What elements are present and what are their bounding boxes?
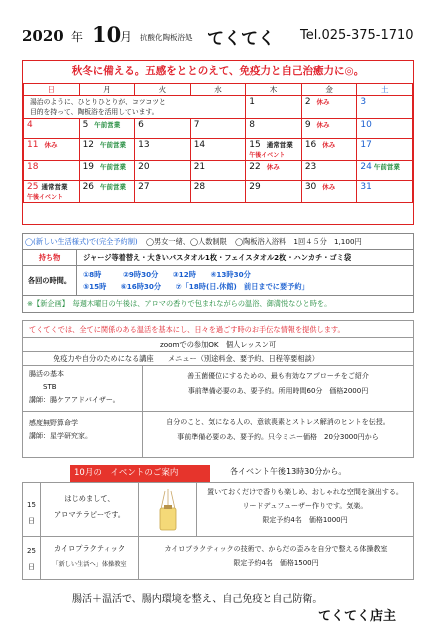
event-title-line: アロマテラピーです。 <box>53 510 125 519</box>
day-note: 午前営業 <box>100 163 127 171</box>
day-number: 19 <box>82 162 95 172</box>
event-date <box>23 537 41 579</box>
course-header <box>23 352 413 366</box>
day-number: 2 <box>304 97 311 107</box>
day-note: 休み <box>44 141 58 149</box>
event-day-suffix: 日 <box>28 517 35 525</box>
course-title: 腸活の基本 <box>29 370 64 378</box>
day-cell <box>24 181 80 203</box>
reed-diffuser-icon <box>139 483 197 537</box>
course-desc: 事前準備必要のあ、要予約。所用時間60分 価格2000円 <box>187 387 369 395</box>
day-cell <box>301 96 357 119</box>
shop-subtitle: 抗酸化陶板浴処 <box>140 33 193 42</box>
day-note: 休み <box>316 98 330 106</box>
month: 10 <box>92 22 122 47</box>
info-box <box>22 233 414 313</box>
course-right <box>143 412 413 458</box>
course-title: 感度無野算命学 <box>29 419 78 427</box>
event-description <box>197 483 413 536</box>
event-row <box>23 537 413 579</box>
event-description <box>139 537 413 579</box>
event-title-line: カイロプラクティック <box>53 544 126 553</box>
day-cell <box>190 181 246 203</box>
day-cell <box>24 161 80 181</box>
year: 2020 <box>22 27 64 45</box>
weekday-fri: 金 <box>301 84 357 96</box>
day-number: 8 <box>249 120 255 130</box>
times-row <box>23 266 413 296</box>
day-number: 3 <box>360 97 367 107</box>
course-left <box>23 412 143 458</box>
day-number: 11 <box>27 140 39 150</box>
weekday-tue: 火 <box>135 84 191 96</box>
day-note: 午前営業 <box>373 163 400 171</box>
day-number: 26 <box>82 182 95 192</box>
events-box <box>22 482 414 580</box>
day-note: 通常営業 <box>41 183 68 191</box>
times-line-1: ①8時 ②9時30分 ③12時 ④13時30分 <box>83 270 251 279</box>
day-cell <box>79 119 135 139</box>
day-note-2: 午後イベント <box>249 152 286 159</box>
day-cell <box>24 119 80 139</box>
weekday-mon: 月 <box>79 84 135 96</box>
day-cell <box>190 139 246 161</box>
day-cell <box>301 139 357 161</box>
day-cell <box>357 119 413 139</box>
calendar-title: 秋冬に備える。五感をととのえて、免疫力と自己治癒力に◎。 <box>71 65 365 77</box>
day-cell <box>135 119 191 139</box>
day-number: 21 <box>193 162 206 172</box>
times-line-2: ⑤15時 ⑥16時30分 ⑦「18時(日.休館) 前日までに要予約」 <box>83 282 309 291</box>
booking-row <box>23 234 413 250</box>
event-desc-line: 限定予約4名 価格1000円 <box>262 516 348 524</box>
weekday-thu: 木 <box>246 84 302 96</box>
day-number: 4 <box>27 120 33 130</box>
event-row <box>23 483 413 537</box>
day-number: 24 <box>360 162 372 172</box>
day-note: 午前営業 <box>100 141 127 149</box>
day-number: 23 <box>304 162 317 172</box>
day-number: 22 <box>249 162 261 172</box>
day-cell <box>79 161 135 181</box>
footer-signature: てくてく店主 <box>318 609 397 624</box>
mixed-rule: ◯男女一緒、◯人数制限 <box>146 237 227 246</box>
event-title <box>41 483 139 536</box>
course-teacher: 講師：腸ケアアドバイザー。 <box>29 396 120 404</box>
calendar-intro-cell <box>24 96 246 119</box>
course-right <box>143 366 413 411</box>
course-desc: 事前準備必要のあ、要予約。只今ミニー価格 20分3000円から <box>177 433 379 441</box>
event-desc-line: カイロプラクティックの技術で、からだの歪みを自分で整える体操教室 <box>164 545 388 553</box>
price-info: ◯陶板浴入浴料 1回４５分 1,100円 <box>235 237 362 246</box>
event-date <box>23 483 41 536</box>
day-note: 休み <box>322 183 336 191</box>
event-desc-line: 置いておくだけで香りも楽しめ、おしゃれな空間を演出する。 <box>207 488 403 496</box>
course-box <box>22 320 414 458</box>
course-sub: STB <box>43 383 57 391</box>
course-header-right: メニュー（別途料金、要予約、日程等要相談） <box>167 354 319 363</box>
times-label: 各回の時間。 <box>23 266 77 295</box>
course-left <box>23 366 143 411</box>
calendar-grid <box>23 83 413 203</box>
shop-name: てくてく <box>207 29 275 49</box>
day-number: 1 <box>249 97 255 107</box>
day-note: 休み <box>322 141 336 149</box>
day-note: 通常営業 <box>266 141 293 149</box>
day-cell <box>246 139 302 161</box>
day-cell <box>246 96 302 119</box>
course-header-left: 免疫力や自分のためになる講座 <box>53 354 154 363</box>
telephone: Tel.025-375-1710 <box>300 28 414 43</box>
day-note-2: 午後イベント <box>27 194 64 201</box>
event-day: 25 <box>27 547 36 555</box>
events-heading: 10月の イベントのご案内 <box>70 465 210 482</box>
booking-rule: ◯(新しい生活様式)で(完全予約制) <box>25 237 138 246</box>
weekday-sun: 日 <box>24 84 80 96</box>
footer-text: 腸活＋温活で、腸内環境を整え、自己免疫と自己防衛。 <box>72 594 323 605</box>
day-number: 29 <box>249 182 261 192</box>
day-number: 20 <box>138 162 150 172</box>
day-number: 31 <box>360 182 372 192</box>
day-number: 17 <box>360 140 372 150</box>
day-number: 30 <box>304 182 317 192</box>
weekday-wed: 水 <box>190 84 246 96</box>
course-desc: 自分のこと、気になる人の、意欲喪素とストレス解消のヒントを伝授。 <box>166 418 390 426</box>
weekday-sat: 土 <box>357 84 413 96</box>
day-number: 15 <box>249 140 261 150</box>
day-number: 10 <box>360 120 372 130</box>
day-cell <box>357 181 413 203</box>
day-note: 休み <box>266 163 280 171</box>
course-row <box>23 412 413 458</box>
day-number: 16 <box>304 140 317 150</box>
event-image <box>139 483 197 536</box>
event-title-line: はじめまして、 <box>64 494 115 503</box>
day-number: 9 <box>304 120 311 130</box>
day-number: 25 <box>27 182 39 192</box>
day-cell <box>301 119 357 139</box>
day-number: 13 <box>138 140 150 150</box>
day-cell <box>79 181 135 203</box>
day-cell <box>79 139 135 161</box>
month-suffix: 月 <box>120 30 133 44</box>
day-note: 午前営業 <box>94 121 121 129</box>
day-cell <box>135 161 191 181</box>
day-cell <box>246 161 302 181</box>
day-cell <box>135 181 191 203</box>
year-suffix: 年 <box>71 30 84 44</box>
belongings-text: ジャージ等着替え・大きいバスタオル1枚・フェイスタオル2枚・ハンカチ・ゴミ袋 <box>83 253 352 262</box>
intro-line-2: 目的を持って、陶板浴を活用しています。 <box>30 108 159 116</box>
day-number: 14 <box>193 140 206 150</box>
day-cell <box>301 181 357 203</box>
day-number: 5 <box>82 120 89 130</box>
zoom-note: zoomでの参加OK 個人レッスン可 <box>23 338 413 352</box>
course-intro: てくてくでは、全てに関係のある温活を基本にし、日々を過ごす時のお手伝な情報を提供します。 <box>23 321 413 338</box>
day-cell <box>246 181 302 203</box>
event-desc-line: リードデュフューザー作りです。気楽。 <box>242 502 368 510</box>
day-number: 28 <box>193 182 206 192</box>
day-cell <box>190 119 246 139</box>
belongings-label: 持ち物 <box>23 250 77 265</box>
day-cell <box>357 161 413 181</box>
day-cell <box>246 119 302 139</box>
day-cell <box>357 96 413 119</box>
day-note: 休み <box>316 121 330 129</box>
day-number: 7 <box>193 120 200 130</box>
course-desc: 善玉菌優位にするための、最も有効なアプローチをご紹介 <box>187 372 369 380</box>
calendar <box>22 60 414 225</box>
page-header <box>22 22 414 49</box>
day-cell <box>135 139 191 161</box>
event-title <box>41 537 139 579</box>
day-number: 27 <box>138 182 150 192</box>
event-desc-line: 限定予約4名 価格1500円 <box>233 559 319 567</box>
event-title-line: 「新しい生活へ」体操教室 <box>52 561 127 568</box>
day-cell <box>357 139 413 161</box>
course-teacher: 講師：星学研究家。 <box>29 432 92 440</box>
day-cell <box>24 139 80 161</box>
day-number: 18 <box>27 162 39 172</box>
event-day: 15 <box>27 501 36 509</box>
day-cell <box>190 161 246 181</box>
course-row <box>23 366 413 412</box>
day-note: 午前営業 <box>100 183 127 191</box>
events-note: 各イベント午後13時30分から。 <box>230 467 347 476</box>
day-number: 12 <box>82 140 95 150</box>
day-number: 6 <box>138 120 144 130</box>
day-cell <box>301 161 357 181</box>
new-plan-note: ※【新企画】 毎週木曜日の午後は、アロマの香りで包まれながらの温浴、御満悦なひと時を。 <box>27 299 332 308</box>
intro-line-1: 湯治のように、ひとりひとりが、コツコツと <box>30 98 166 106</box>
belongings-row <box>23 250 413 266</box>
event-day-suffix: 日 <box>28 563 35 571</box>
